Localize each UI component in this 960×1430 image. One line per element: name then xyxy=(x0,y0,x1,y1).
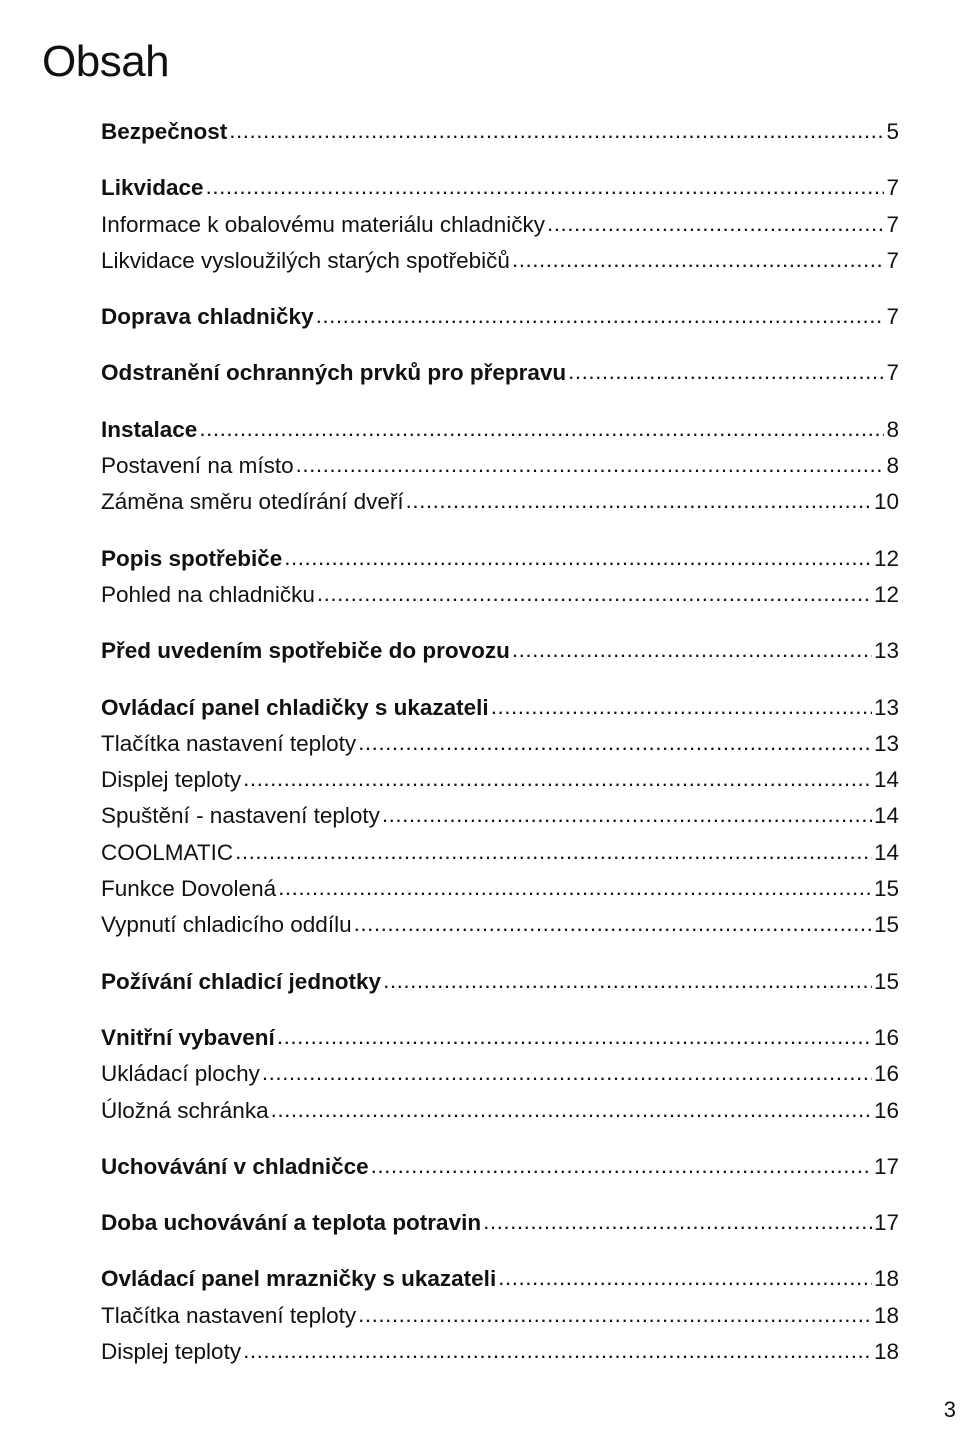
toc-dot-leader xyxy=(382,797,872,833)
toc-dot-leader xyxy=(371,1148,872,1184)
toc-entry-label: Tlačítka nastavení teploty xyxy=(101,730,357,756)
toc-dot-leader xyxy=(383,963,872,999)
toc-entry[interactable] xyxy=(101,1056,899,1092)
toc-entry-page: 18 xyxy=(873,1339,899,1365)
toc-entry-page: 15 xyxy=(873,968,899,994)
toc-entry[interactable] xyxy=(101,871,899,907)
toc-entry-page: 7 xyxy=(886,247,899,273)
toc-entry-page: 8 xyxy=(886,416,899,442)
toc-dot-leader xyxy=(206,169,885,205)
toc-dot-leader xyxy=(243,1333,872,1369)
toc-entry-label: Uchovávání v chladničce xyxy=(101,1153,369,1179)
toc-dot-leader xyxy=(358,1297,872,1333)
toc-entry-label: Úložná schránka xyxy=(101,1097,269,1123)
toc-dot-leader xyxy=(284,540,872,576)
toc-entry-label: Funkce Dovolená xyxy=(101,876,277,902)
toc-entry-page: 18 xyxy=(873,1302,899,1328)
toc-entry-page: 14 xyxy=(873,803,899,829)
toc-heading-entry[interactable] xyxy=(101,1261,899,1297)
toc-entry-label: Před uvedením spotřebiče do provozu xyxy=(101,638,510,664)
toc-entry-label: Postavení na místo xyxy=(101,453,294,479)
toc-entry[interactable] xyxy=(101,798,899,834)
toc-heading-entry[interactable] xyxy=(101,541,899,577)
toc-dot-leader xyxy=(278,870,872,906)
toc-entry-label: Vnitřní vybavení xyxy=(101,1024,275,1050)
toc-heading-entry[interactable] xyxy=(101,633,899,669)
toc-entry-label: Instalace xyxy=(101,416,198,442)
toc-entry-label: COOLMATIC xyxy=(101,839,234,865)
toc-entry[interactable] xyxy=(101,207,899,243)
toc-dot-leader xyxy=(271,1092,872,1128)
toc-heading-entry[interactable] xyxy=(101,412,899,448)
toc-dot-leader xyxy=(512,242,885,278)
toc-dot-leader xyxy=(406,483,872,519)
toc-dot-leader xyxy=(491,689,872,725)
toc-heading-entry[interactable] xyxy=(101,690,899,726)
toc-dot-leader xyxy=(229,113,884,149)
toc-entry-label: Ovládací panel mrazničky s ukazateli xyxy=(101,1266,497,1292)
toc-entry-page: 7 xyxy=(886,360,899,386)
toc-dot-leader xyxy=(316,298,885,334)
toc-entry-page: 10 xyxy=(873,489,899,515)
toc-entry-page: 17 xyxy=(873,1153,899,1179)
toc-entry-label: Popis spotřebiče xyxy=(101,545,283,571)
toc-entry[interactable] xyxy=(101,1093,899,1129)
toc-entry-label: Ukládací plochy xyxy=(101,1061,260,1087)
toc-entry-label: Bezpečnost xyxy=(101,119,228,144)
toc-entry[interactable] xyxy=(101,762,899,798)
toc-dot-leader xyxy=(512,632,872,668)
toc-entry-label: Pohled na chladničku xyxy=(101,581,315,607)
toc-dot-leader xyxy=(547,206,885,242)
toc-entry[interactable] xyxy=(101,1298,899,1334)
toc-entry[interactable] xyxy=(101,835,899,871)
toc-dot-leader xyxy=(568,354,884,390)
toc-entry-page: 14 xyxy=(873,767,899,793)
toc-entry-page: 15 xyxy=(873,912,899,938)
toc-entry[interactable] xyxy=(101,484,899,520)
toc-entry[interactable] xyxy=(101,1334,899,1370)
toc-entry-page: 16 xyxy=(873,1061,899,1087)
page-number: 3 xyxy=(943,1397,956,1422)
toc-heading-entry[interactable] xyxy=(101,1149,899,1185)
toc-entry-page: 15 xyxy=(873,876,899,902)
toc-entry-page: 18 xyxy=(873,1266,899,1292)
toc-entry[interactable] xyxy=(101,907,899,943)
toc-dot-leader xyxy=(277,1019,872,1055)
toc-entry-label: Záměna směru otedírání dveří xyxy=(101,489,404,515)
toc-dot-leader xyxy=(296,447,885,483)
toc-entry-page: 14 xyxy=(873,839,899,865)
toc-entry-page: 12 xyxy=(873,581,899,607)
toc-entry[interactable] xyxy=(101,577,899,613)
toc-entry-label: Spuštění - nastavení teploty xyxy=(101,803,380,829)
toc-heading-entry[interactable] xyxy=(101,1020,899,1056)
toc-entry[interactable] xyxy=(101,448,899,484)
toc-dot-leader xyxy=(262,1055,872,1091)
toc-heading-entry[interactable] xyxy=(101,114,899,150)
toc-entry-page: 7 xyxy=(886,304,899,330)
toc-entry-label: Displej teploty xyxy=(101,1339,242,1365)
toc-heading-entry[interactable] xyxy=(101,355,899,391)
toc-entry-page: 5 xyxy=(886,119,899,144)
toc-entry-page: 7 xyxy=(886,175,899,201)
page-title: Obsah xyxy=(42,37,170,86)
toc-entry-page: 16 xyxy=(873,1097,899,1123)
toc-entry-label: Displej teploty xyxy=(101,767,242,793)
toc-entry-page: 13 xyxy=(873,694,899,720)
toc-entry-page: 17 xyxy=(873,1210,899,1236)
toc-heading-entry[interactable] xyxy=(101,964,899,1000)
toc-dot-leader xyxy=(235,834,872,870)
toc-entry-page: 16 xyxy=(873,1024,899,1050)
toc-entry-label: Požívání chladicí jednotky xyxy=(101,968,382,994)
toc-dot-leader xyxy=(483,1204,872,1240)
toc-heading-entry[interactable] xyxy=(101,299,899,335)
toc-entry-page: 8 xyxy=(886,453,899,479)
toc-entry[interactable] xyxy=(101,243,899,279)
toc-dot-leader xyxy=(317,576,872,612)
toc-entry-page: 13 xyxy=(873,638,899,664)
toc-entry-label: Informace k obalovému materiálu chladničky xyxy=(101,211,545,237)
toc-entry-page: 7 xyxy=(886,211,899,237)
toc-entry-label: Ovládací panel chladičky s ukazateli xyxy=(101,694,489,720)
toc-entry-label: Doba uchovávání a teplota potravin xyxy=(101,1210,482,1236)
toc-dot-leader xyxy=(199,411,884,447)
toc-entry-label: Odstranění ochranných prvků pro přepravu xyxy=(101,360,567,386)
toc-dot-leader xyxy=(243,761,872,797)
toc-entry[interactable] xyxy=(101,726,899,762)
table-of-contents xyxy=(101,114,899,1370)
toc-entry-label: Likvidace vysloužilých starých spotřebičů xyxy=(101,247,510,273)
toc-entry-label: Vypnutí chladicího oddílu xyxy=(101,912,352,938)
toc-heading-entry[interactable] xyxy=(101,170,899,206)
toc-entry-page: 12 xyxy=(873,545,899,571)
toc-entry-label: Doprava chladničky xyxy=(101,304,314,330)
toc-dot-leader xyxy=(354,906,872,942)
toc-entry-label: Likvidace xyxy=(101,175,204,201)
toc-entry-page: 13 xyxy=(873,730,899,756)
toc-dot-leader xyxy=(358,725,872,761)
toc-entry-label: Tlačítka nastavení teploty xyxy=(101,1302,357,1328)
toc-dot-leader xyxy=(498,1260,872,1296)
toc-heading-entry[interactable] xyxy=(101,1205,899,1241)
